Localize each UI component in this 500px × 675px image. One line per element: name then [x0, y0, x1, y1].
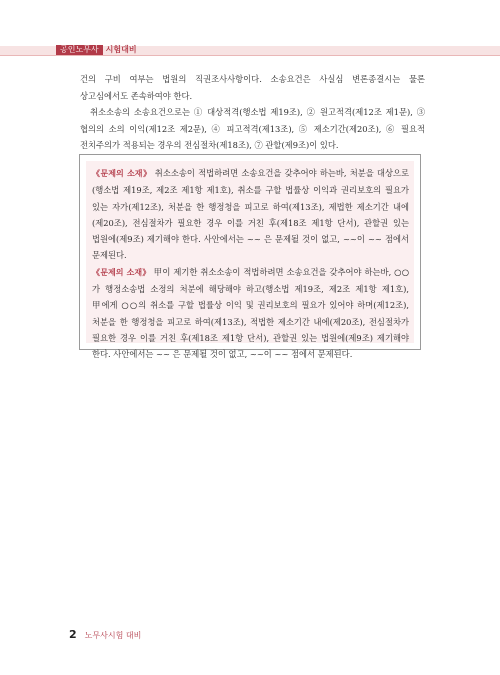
issue-note-1: [92, 165, 409, 264]
issue-note-2: [92, 264, 409, 363]
page-number: 2: [69, 628, 77, 641]
paragraph-1: 건의 구비 여부는 법원의 직권조사사항이다. 소송요건은 사실심 변론종결시는 물론 상고심에서도 존속하여야 한다.: [80, 74, 425, 101]
header-label: [56, 45, 137, 55]
issue-note-box: [79, 154, 421, 360]
paragraph-2: 취소소송의 소송요건으로는 ① 대상적격(행소법 제19조), ② 원고적격(제12조 제1문), ③ 협의의 소의 이익(제12조 제2문), ④ 피고적격(제13조), ⑤ 제소기간(제20조), ⑥ 필요적 전치주의가 적용되는 경우의 전심절차(제18조), ⑦ 관할(제9조)이 있다.: [80, 107, 425, 150]
issue-note-2-tag: 《문제의 소재》: [92, 267, 151, 277]
footer-label: 노무사시험 대비: [84, 631, 142, 640]
body-text: [80, 71, 425, 154]
issue-note-content: [86, 161, 414, 360]
running-header: [0, 46, 500, 56]
header-suffix: 시험대비: [105, 45, 137, 54]
issue-note-1-text: 취소소송이 적법하려면 소송요건을 갖추어야 하는바, 처분을 대상으로(행소법 제19조, 제2조 제1항 제1호), 취소를 구할 법률상 이익과 권리보호의 필요가 있는 자가(제12조), 처분을 한 행정청을 피고로 하여(제13조), 제법한 제소기간 내에(제20조), 전심절차가 필요한 경우 이를 거친 후(제18조 제1항 단서), 관할권 있는 법원에(제9조) 제기해야 한다. 사안에서는 ~~ 은 문제될 것이 없고, ~~이 ~~ 점에서 문제된다.: [92, 168, 409, 261]
issue-note-1-tag: 《문제의 소재》: [92, 169, 152, 178]
page-footer: [69, 628, 141, 641]
header-tag: 공인노무사: [56, 45, 103, 55]
issue-note-2-text: 甲이 제기한 취소소송이 적법하려면 소송요건을 갖추어야 하는바, ○○가 행정소송법 소정의 처분에 해당해야 하고(행소법 제19조, 제2조 제1항 제1호), 甲에게 ○○의 취소를 구할 법률상 이익 및 권리보호의 필요가 있어야 하며(제12조), 처분을 한 행정청을 피고로 하여(제13조), 적법한 제소기간 내에(제20조), 전심절차가 필요한 경우 이를 거친 후(제18조 제1항 단서), 관할권 있는 법원에(제9조) 제기해야 한다. 사안에서는 ~~ 은 문제될 것이 없고, ~~이 ~~ 점에서 문제된다.: [92, 266, 409, 360]
